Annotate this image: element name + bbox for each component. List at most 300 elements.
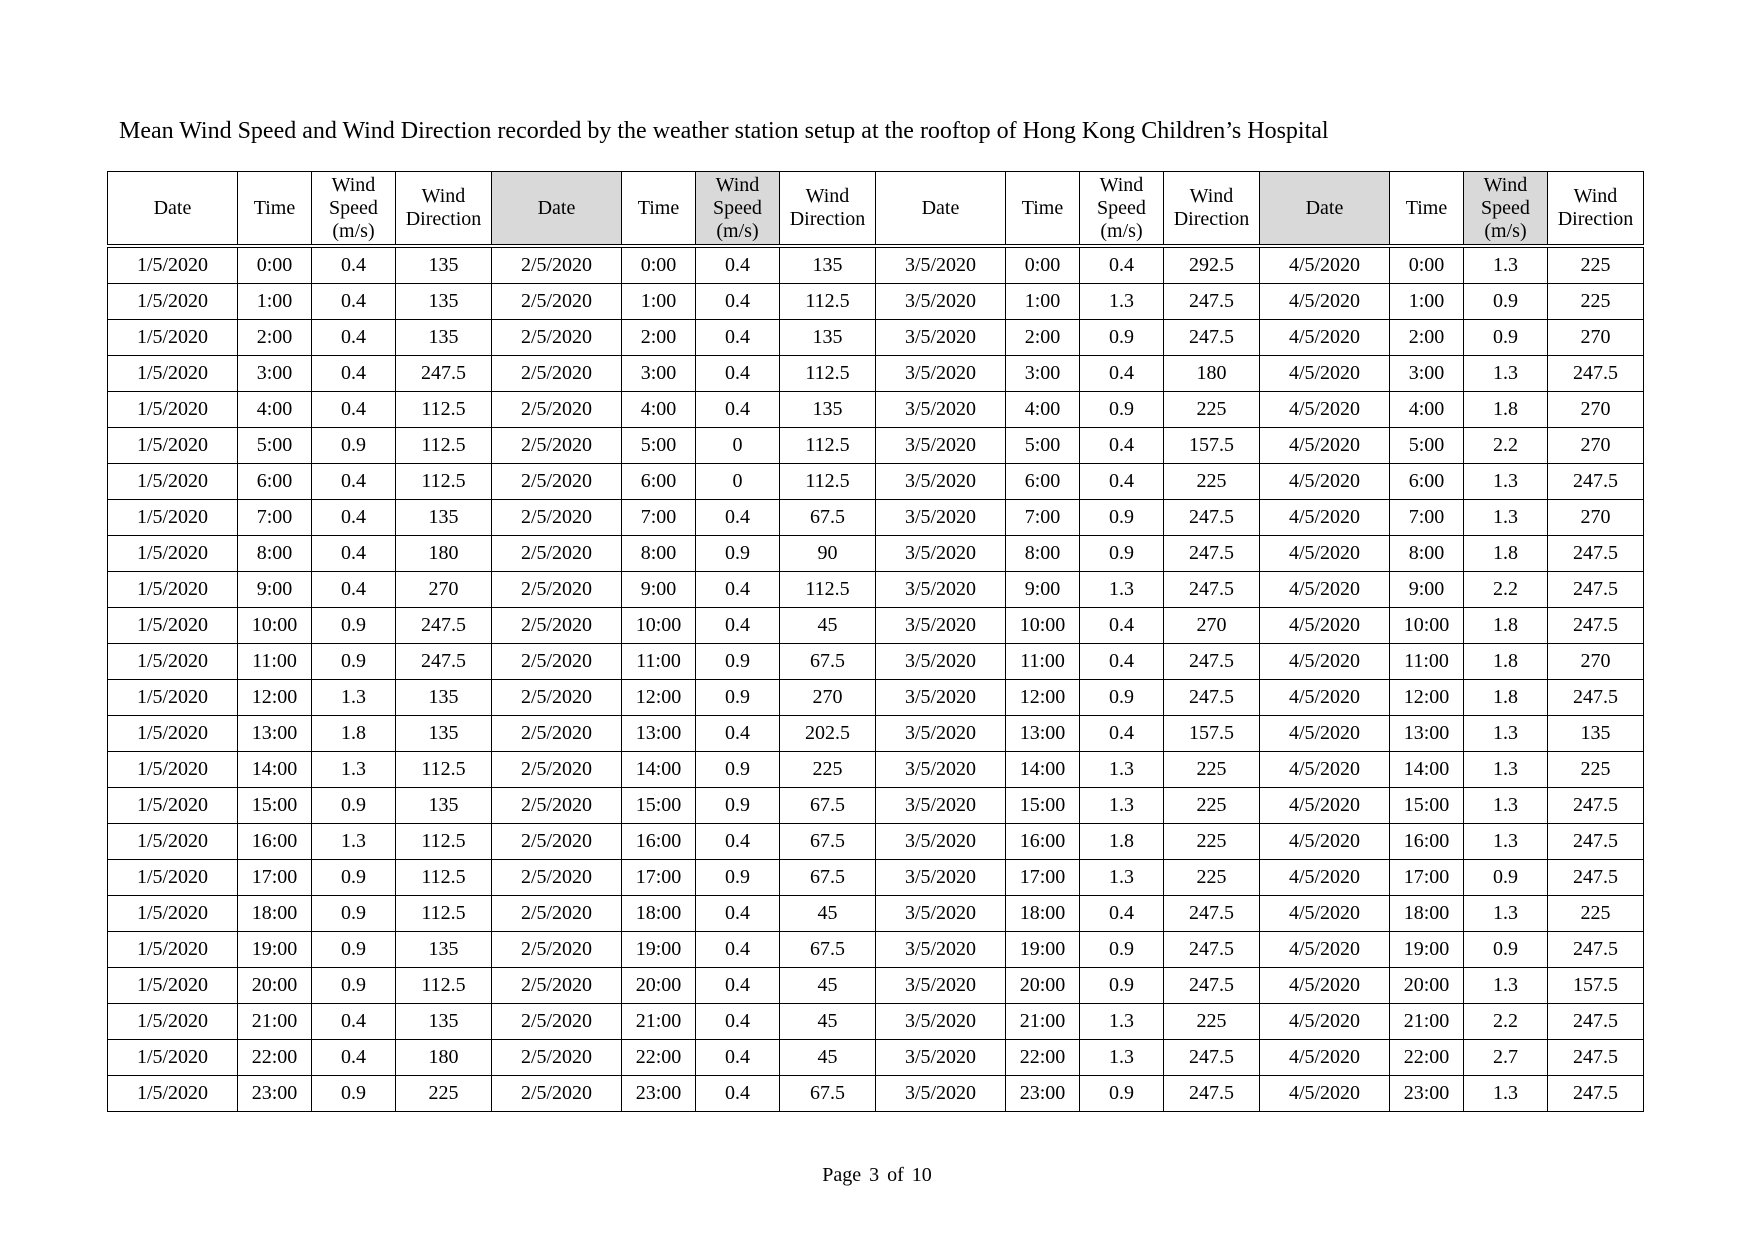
cell-date: 4/5/2020 <box>1260 716 1390 752</box>
header-text: (m/s) <box>332 219 375 242</box>
cell-date: 1/5/2020 <box>108 536 238 572</box>
cell-time: 7:00 <box>622 500 696 536</box>
cell-time: 8:00 <box>1390 536 1464 572</box>
cell-date: 1/5/2020 <box>108 824 238 860</box>
header-time <box>1390 172 1464 247</box>
cell-wind-direction: 225 <box>1548 284 1644 320</box>
cell-date: 2/5/2020 <box>492 824 622 860</box>
header-wind-direction <box>396 172 492 247</box>
header-text: Wind <box>1189 185 1234 207</box>
cell-wind-direction: 135 <box>780 320 876 356</box>
cell-date: 3/5/2020 <box>876 644 1006 680</box>
cell-time: 8:00 <box>1006 536 1080 572</box>
cell-wind-speed: 0.4 <box>1080 716 1164 752</box>
header-text: Time <box>253 196 296 219</box>
cell-wind-direction: 247.5 <box>1164 536 1260 572</box>
cell-wind-speed: 1.3 <box>1464 464 1548 500</box>
cell-wind-speed: 0.9 <box>312 896 396 932</box>
cell-time: 15:00 <box>622 788 696 824</box>
cell-date: 2/5/2020 <box>492 752 622 788</box>
cell-wind-speed: 0.4 <box>312 320 396 356</box>
cell-wind-speed: 0.4 <box>696 968 780 1004</box>
table-row <box>108 608 1644 644</box>
cell-wind-direction: 202.5 <box>780 716 876 752</box>
cell-date: 4/5/2020 <box>1260 246 1390 284</box>
cell-date: 2/5/2020 <box>492 860 622 896</box>
cell-date: 1/5/2020 <box>108 464 238 500</box>
cell-date: 3/5/2020 <box>876 536 1006 572</box>
cell-wind-speed: 1.3 <box>1464 824 1548 860</box>
cell-wind-direction: 112.5 <box>780 464 876 500</box>
header-text: Wind <box>715 173 760 196</box>
cell-time: 2:00 <box>622 320 696 356</box>
cell-wind-direction: 225 <box>1164 392 1260 428</box>
cell-date: 3/5/2020 <box>876 752 1006 788</box>
cell-date: 1/5/2020 <box>108 1004 238 1040</box>
cell-time: 12:00 <box>238 680 312 716</box>
cell-date: 1/5/2020 <box>108 1040 238 1076</box>
header-text: Date <box>1305 196 1344 219</box>
cell-wind-speed: 0 <box>696 428 780 464</box>
cell-wind-speed: 0.4 <box>312 356 396 392</box>
cell-time: 1:00 <box>1390 284 1464 320</box>
table-row <box>108 680 1644 716</box>
header-date <box>492 172 622 247</box>
cell-date: 4/5/2020 <box>1260 788 1390 824</box>
cell-time: 13:00 <box>1006 716 1080 752</box>
cell-time: 10:00 <box>1006 608 1080 644</box>
cell-date: 2/5/2020 <box>492 392 622 428</box>
cell-wind-direction: 67.5 <box>780 932 876 968</box>
cell-wind-direction: 225 <box>1164 464 1260 500</box>
page-current: 3 <box>869 1164 880 1186</box>
cell-wind-direction: 247.5 <box>1548 824 1644 860</box>
cell-wind-speed: 1.3 <box>1080 1040 1164 1076</box>
cell-wind-speed: 1.3 <box>1464 788 1548 824</box>
cell-time: 22:00 <box>1390 1040 1464 1076</box>
cell-time: 18:00 <box>1390 896 1464 932</box>
header-text: Speed <box>1097 196 1146 219</box>
cell-wind-direction: 247.5 <box>1548 572 1644 608</box>
cell-time: 16:00 <box>622 824 696 860</box>
table-row <box>108 644 1644 680</box>
cell-time: 21:00 <box>622 1004 696 1040</box>
cell-time: 2:00 <box>238 320 312 356</box>
cell-date: 4/5/2020 <box>1260 356 1390 392</box>
cell-wind-speed: 1.3 <box>1464 500 1548 536</box>
table-row <box>108 246 1644 284</box>
cell-date: 4/5/2020 <box>1260 1040 1390 1076</box>
header-wind-direction <box>1548 172 1644 247</box>
cell-wind-speed: 0.4 <box>1080 608 1164 644</box>
cell-date: 4/5/2020 <box>1260 536 1390 572</box>
header-text: Date <box>921 196 960 219</box>
cell-time: 5:00 <box>1006 428 1080 464</box>
table-row <box>108 932 1644 968</box>
cell-wind-speed: 0.4 <box>696 392 780 428</box>
table-row <box>108 716 1644 752</box>
cell-time: 17:00 <box>1006 860 1080 896</box>
cell-time: 20:00 <box>1390 968 1464 1004</box>
cell-time: 14:00 <box>622 752 696 788</box>
cell-date: 1/5/2020 <box>108 788 238 824</box>
cell-wind-direction: 135 <box>396 320 492 356</box>
cell-date: 2/5/2020 <box>492 716 622 752</box>
cell-time: 7:00 <box>1006 500 1080 536</box>
page-footer <box>0 1164 1754 1187</box>
cell-wind-speed: 0.9 <box>696 860 780 896</box>
cell-wind-speed: 0.4 <box>312 464 396 500</box>
cell-wind-direction: 135 <box>396 680 492 716</box>
cell-date: 2/5/2020 <box>492 1004 622 1040</box>
table-row <box>108 392 1644 428</box>
cell-time: 13:00 <box>622 716 696 752</box>
wind-data-table <box>107 171 1644 1112</box>
cell-date: 2/5/2020 <box>492 320 622 356</box>
cell-date: 3/5/2020 <box>876 356 1006 392</box>
table-row <box>108 464 1644 500</box>
cell-wind-speed: 0.9 <box>696 788 780 824</box>
cell-time: 12:00 <box>622 680 696 716</box>
cell-wind-direction: 247.5 <box>1548 356 1644 392</box>
cell-wind-speed: 1.3 <box>1464 968 1548 1004</box>
cell-time: 18:00 <box>622 896 696 932</box>
cell-wind-direction: 90 <box>780 536 876 572</box>
cell-date: 1/5/2020 <box>108 932 238 968</box>
cell-date: 4/5/2020 <box>1260 572 1390 608</box>
cell-wind-speed: 0.9 <box>312 968 396 1004</box>
header-text: Wind <box>1099 173 1144 196</box>
cell-date: 3/5/2020 <box>876 392 1006 428</box>
cell-date: 1/5/2020 <box>108 860 238 896</box>
table-row <box>108 896 1644 932</box>
cell-wind-direction: 225 <box>1548 246 1644 284</box>
cell-wind-direction: 247.5 <box>1164 932 1260 968</box>
cell-wind-speed: 0.4 <box>696 356 780 392</box>
cell-wind-direction: 247.5 <box>1164 680 1260 716</box>
cell-time: 13:00 <box>1390 716 1464 752</box>
cell-time: 3:00 <box>622 356 696 392</box>
cell-wind-direction: 225 <box>1164 1004 1260 1040</box>
cell-wind-direction: 112.5 <box>396 464 492 500</box>
table-row <box>108 752 1644 788</box>
cell-wind-direction: 67.5 <box>780 788 876 824</box>
cell-time: 14:00 <box>238 752 312 788</box>
cell-time: 6:00 <box>1006 464 1080 500</box>
cell-wind-speed: 1.3 <box>312 752 396 788</box>
table-row <box>108 320 1644 356</box>
cell-time: 11:00 <box>238 644 312 680</box>
cell-wind-direction: 270 <box>780 680 876 716</box>
cell-date: 2/5/2020 <box>492 788 622 824</box>
cell-time: 20:00 <box>238 968 312 1004</box>
cell-time: 4:00 <box>238 392 312 428</box>
cell-time: 2:00 <box>1006 320 1080 356</box>
cell-time: 20:00 <box>622 968 696 1004</box>
cell-wind-speed: 0.9 <box>696 752 780 788</box>
cell-date: 4/5/2020 <box>1260 320 1390 356</box>
cell-wind-speed: 0.9 <box>1080 320 1164 356</box>
cell-time: 14:00 <box>1006 752 1080 788</box>
cell-wind-speed: 1.3 <box>1464 752 1548 788</box>
cell-date: 3/5/2020 <box>876 860 1006 896</box>
header-date <box>108 172 238 247</box>
cell-date: 3/5/2020 <box>876 1076 1006 1112</box>
cell-wind-direction: 67.5 <box>780 644 876 680</box>
cell-wind-speed: 1.3 <box>1080 788 1164 824</box>
cell-time: 1:00 <box>1006 284 1080 320</box>
cell-wind-speed: 1.8 <box>1464 608 1548 644</box>
cell-wind-speed: 2.2 <box>1464 428 1548 464</box>
cell-wind-direction: 247.5 <box>1164 572 1260 608</box>
cell-date: 3/5/2020 <box>876 284 1006 320</box>
cell-time: 21:00 <box>238 1004 312 1040</box>
cell-time: 4:00 <box>1390 392 1464 428</box>
header-wind-direction <box>1164 172 1260 247</box>
cell-time: 14:00 <box>1390 752 1464 788</box>
cell-wind-direction: 247.5 <box>1548 1004 1644 1040</box>
cell-wind-direction: 112.5 <box>780 572 876 608</box>
cell-time: 11:00 <box>1006 644 1080 680</box>
table-body <box>108 246 1644 1112</box>
header-wind-speed <box>312 172 396 247</box>
cell-date: 1/5/2020 <box>108 752 238 788</box>
cell-wind-direction: 45 <box>780 608 876 644</box>
cell-wind-direction: 135 <box>1548 716 1644 752</box>
cell-wind-direction: 247.5 <box>1164 1076 1260 1112</box>
cell-wind-direction: 247.5 <box>1164 896 1260 932</box>
cell-wind-speed: 1.3 <box>1080 572 1164 608</box>
document-title: Mean Wind Speed and Wind Direction recorded by the weather station setup at the rooftop of Hong Kong Children’s Hospital <box>119 118 1329 144</box>
cell-wind-direction: 270 <box>1548 500 1644 536</box>
cell-wind-speed: 0.9 <box>312 644 396 680</box>
cell-time: 18:00 <box>238 896 312 932</box>
cell-wind-direction: 45 <box>780 1040 876 1076</box>
cell-wind-speed: 1.8 <box>1464 392 1548 428</box>
cell-date: 2/5/2020 <box>492 968 622 1004</box>
cell-date: 3/5/2020 <box>876 680 1006 716</box>
cell-wind-speed: 1.3 <box>1080 1004 1164 1040</box>
page-word: Page <box>822 1164 862 1186</box>
header-wind-speed <box>1080 172 1164 247</box>
cell-wind-direction: 112.5 <box>396 428 492 464</box>
cell-wind-speed: 0.4 <box>312 572 396 608</box>
cell-time: 16:00 <box>1006 824 1080 860</box>
cell-time: 10:00 <box>1390 608 1464 644</box>
table-row <box>108 500 1644 536</box>
cell-time: 23:00 <box>1390 1076 1464 1112</box>
cell-wind-direction: 225 <box>1164 824 1260 860</box>
cell-wind-direction: 112.5 <box>396 860 492 896</box>
cell-time: 3:00 <box>1390 356 1464 392</box>
of-word: of <box>887 1164 904 1186</box>
cell-time: 2:00 <box>1390 320 1464 356</box>
cell-time: 6:00 <box>622 464 696 500</box>
cell-date: 1/5/2020 <box>108 968 238 1004</box>
table-row <box>108 788 1644 824</box>
cell-wind-speed: 1.8 <box>1464 644 1548 680</box>
cell-wind-direction: 247.5 <box>1548 680 1644 716</box>
cell-date: 2/5/2020 <box>492 1076 622 1112</box>
cell-date: 3/5/2020 <box>876 1040 1006 1076</box>
cell-wind-direction: 225 <box>1164 860 1260 896</box>
cell-wind-speed: 0.9 <box>312 788 396 824</box>
cell-date: 4/5/2020 <box>1260 896 1390 932</box>
cell-date: 4/5/2020 <box>1260 428 1390 464</box>
header-text: (m/s) <box>1484 219 1527 242</box>
cell-time: 19:00 <box>1006 932 1080 968</box>
cell-wind-direction: 135 <box>780 392 876 428</box>
cell-wind-direction: 180 <box>396 536 492 572</box>
cell-wind-speed: 1.3 <box>1080 860 1164 896</box>
cell-date: 3/5/2020 <box>876 788 1006 824</box>
cell-date: 4/5/2020 <box>1260 752 1390 788</box>
cell-wind-speed: 0.9 <box>1080 968 1164 1004</box>
cell-wind-direction: 247.5 <box>396 608 492 644</box>
cell-time: 5:00 <box>622 428 696 464</box>
cell-date: 4/5/2020 <box>1260 860 1390 896</box>
cell-wind-direction: 112.5 <box>780 428 876 464</box>
cell-wind-speed: 1.3 <box>1464 1076 1548 1112</box>
cell-date: 1/5/2020 <box>108 1076 238 1112</box>
cell-wind-direction: 225 <box>1164 752 1260 788</box>
cell-wind-direction: 135 <box>396 716 492 752</box>
cell-time: 15:00 <box>238 788 312 824</box>
header-text: Wind <box>1483 173 1528 196</box>
cell-time: 12:00 <box>1006 680 1080 716</box>
cell-wind-direction: 135 <box>780 246 876 284</box>
cell-time: 23:00 <box>1006 1076 1080 1112</box>
cell-wind-speed: 0.4 <box>696 824 780 860</box>
cell-time: 3:00 <box>238 356 312 392</box>
table-row <box>108 356 1644 392</box>
cell-time: 9:00 <box>622 572 696 608</box>
cell-wind-direction: 270 <box>1548 644 1644 680</box>
cell-date: 3/5/2020 <box>876 824 1006 860</box>
cell-wind-direction: 270 <box>1164 608 1260 644</box>
header-text: Date <box>537 196 576 219</box>
cell-wind-direction: 247.5 <box>1548 1076 1644 1112</box>
cell-wind-speed: 1.3 <box>1464 246 1548 284</box>
cell-wind-direction: 45 <box>780 896 876 932</box>
table-row <box>108 968 1644 1004</box>
cell-wind-direction: 112.5 <box>780 284 876 320</box>
header-time <box>622 172 696 247</box>
cell-wind-direction: 180 <box>1164 356 1260 392</box>
cell-date: 1/5/2020 <box>108 644 238 680</box>
cell-wind-speed: 0.9 <box>1464 284 1548 320</box>
cell-wind-direction: 247.5 <box>1164 644 1260 680</box>
cell-wind-speed: 0.9 <box>312 860 396 896</box>
cell-time: 22:00 <box>622 1040 696 1076</box>
cell-wind-direction: 67.5 <box>780 860 876 896</box>
cell-time: 19:00 <box>1390 932 1464 968</box>
cell-wind-speed: 0.4 <box>1080 896 1164 932</box>
cell-date: 4/5/2020 <box>1260 644 1390 680</box>
header-text: Wind <box>805 185 850 207</box>
table-row <box>108 428 1644 464</box>
cell-wind-speed: 0.4 <box>696 572 780 608</box>
cell-wind-direction: 247.5 <box>396 356 492 392</box>
cell-time: 11:00 <box>622 644 696 680</box>
header-text: Direction <box>789 208 866 230</box>
cell-time: 19:00 <box>622 932 696 968</box>
cell-wind-speed: 1.3 <box>312 680 396 716</box>
cell-time: 16:00 <box>238 824 312 860</box>
cell-time: 8:00 <box>622 536 696 572</box>
page-total: 10 <box>911 1164 932 1186</box>
cell-date: 2/5/2020 <box>492 680 622 716</box>
cell-date: 2/5/2020 <box>492 608 622 644</box>
cell-time: 0:00 <box>1006 246 1080 284</box>
cell-time: 22:00 <box>238 1040 312 1076</box>
cell-wind-speed: 0.9 <box>312 1076 396 1112</box>
cell-wind-speed: 1.8 <box>1464 536 1548 572</box>
cell-date: 1/5/2020 <box>108 246 238 284</box>
cell-date: 4/5/2020 <box>1260 284 1390 320</box>
cell-date: 2/5/2020 <box>492 644 622 680</box>
cell-wind-direction: 112.5 <box>396 896 492 932</box>
cell-time: 17:00 <box>238 860 312 896</box>
cell-time: 19:00 <box>238 932 312 968</box>
cell-wind-speed: 0.4 <box>312 1040 396 1076</box>
header-time <box>1006 172 1080 247</box>
table-row <box>108 536 1644 572</box>
cell-date: 1/5/2020 <box>108 392 238 428</box>
cell-date: 4/5/2020 <box>1260 824 1390 860</box>
cell-date: 1/5/2020 <box>108 500 238 536</box>
table-row <box>108 572 1644 608</box>
cell-wind-speed: 1.8 <box>1080 824 1164 860</box>
cell-date: 2/5/2020 <box>492 896 622 932</box>
cell-wind-speed: 0.4 <box>1080 428 1164 464</box>
cell-wind-speed: 0.4 <box>696 1076 780 1112</box>
header-text: Time <box>1405 196 1448 219</box>
cell-wind-speed: 0.4 <box>312 536 396 572</box>
header-text: Speed <box>329 196 378 219</box>
cell-wind-speed: 0.4 <box>696 932 780 968</box>
cell-date: 3/5/2020 <box>876 608 1006 644</box>
cell-wind-speed: 2.7 <box>1464 1040 1548 1076</box>
cell-wind-speed: 0.4 <box>696 320 780 356</box>
cell-wind-direction: 157.5 <box>1164 428 1260 464</box>
header-text: Time <box>637 196 680 219</box>
cell-wind-speed: 0.9 <box>696 644 780 680</box>
cell-wind-speed: 2.2 <box>1464 572 1548 608</box>
header-text: Direction <box>1557 208 1634 230</box>
cell-time: 10:00 <box>238 608 312 644</box>
cell-time: 0:00 <box>238 246 312 284</box>
cell-wind-direction: 247.5 <box>1548 1040 1644 1076</box>
header-date <box>1260 172 1390 247</box>
cell-wind-speed: 0.4 <box>312 1004 396 1040</box>
cell-wind-speed: 0.9 <box>696 536 780 572</box>
cell-wind-direction: 180 <box>396 1040 492 1076</box>
header-text: Direction <box>1173 208 1250 230</box>
cell-date: 3/5/2020 <box>876 716 1006 752</box>
cell-wind-direction: 247.5 <box>1548 788 1644 824</box>
cell-time: 8:00 <box>238 536 312 572</box>
cell-wind-speed: 0.4 <box>696 284 780 320</box>
table-row <box>108 860 1644 896</box>
cell-wind-direction: 270 <box>1548 428 1644 464</box>
cell-wind-speed: 0.4 <box>696 500 780 536</box>
header-text: Wind <box>1573 185 1618 207</box>
cell-wind-speed: 0.4 <box>696 716 780 752</box>
header-text: (m/s) <box>1100 219 1143 242</box>
cell-wind-direction: 225 <box>396 1076 492 1112</box>
cell-wind-direction: 247.5 <box>1548 536 1644 572</box>
